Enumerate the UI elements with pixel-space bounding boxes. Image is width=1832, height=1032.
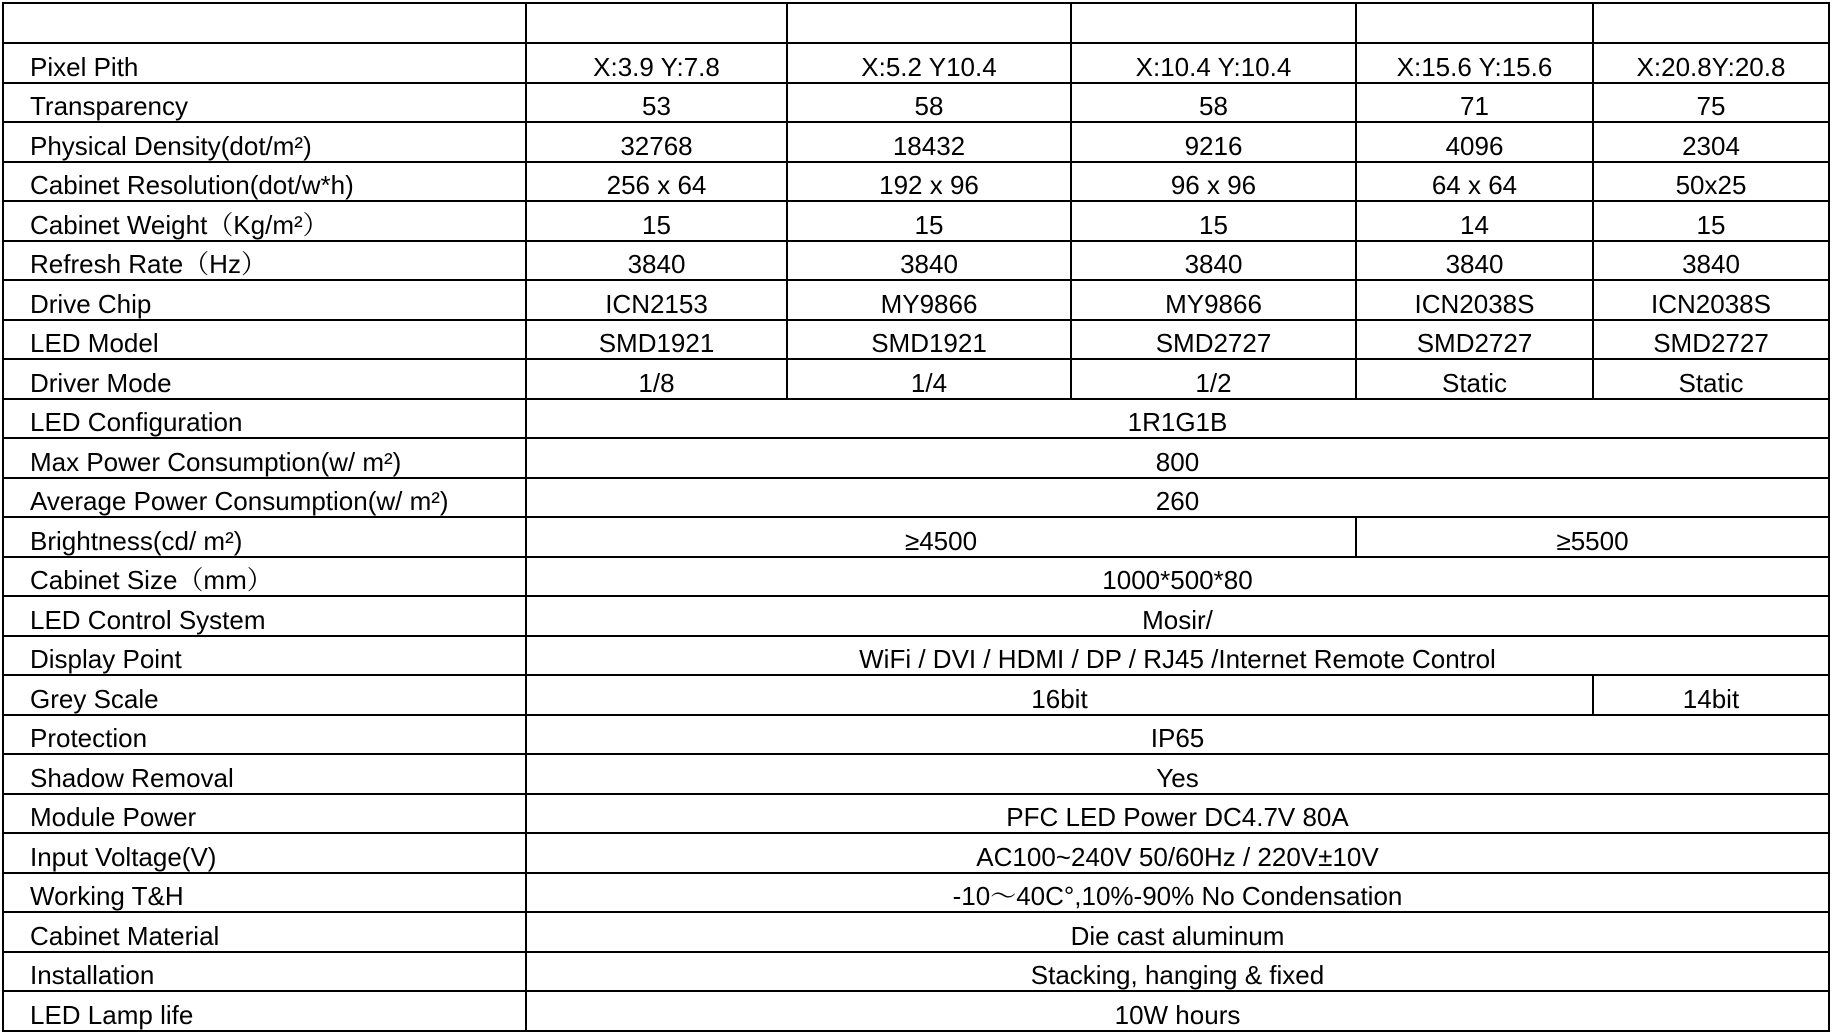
spec-value: 50x25	[1593, 162, 1829, 202]
spec-label: Brightness(cd/ m²)	[3, 517, 526, 557]
spec-row	[3, 478, 1829, 518]
spec-value: SMD2727	[1071, 320, 1356, 360]
spec-value: 1/4	[787, 359, 1071, 399]
spec-value: MY9866	[1071, 280, 1356, 320]
spec-row	[3, 399, 1829, 439]
spec-value: AC100~240V 50/60Hz / 220V±10V	[526, 833, 1829, 873]
spec-value: 3840	[787, 241, 1071, 281]
spec-table	[2, 2, 1830, 1032]
header-cell	[526, 3, 787, 43]
spec-label: Input Voltage(V)	[3, 833, 526, 873]
spec-value: SMD1921	[787, 320, 1071, 360]
spec-value: ICN2038S	[1356, 280, 1593, 320]
spec-row	[3, 438, 1829, 478]
spec-value: X:15.6 Y:15.6	[1356, 43, 1593, 83]
header-cell	[787, 3, 1071, 43]
spec-value: 1000*500*80	[526, 557, 1829, 597]
spec-label: Working T&H	[3, 873, 526, 913]
spec-row	[3, 557, 1829, 597]
spec-label: Cabinet Weight（Kg/m²）	[3, 201, 526, 241]
spec-label: Display Point	[3, 636, 526, 676]
spec-value: 256 x 64	[526, 162, 787, 202]
spec-label: Driver Mode	[3, 359, 526, 399]
spec-value: 32768	[526, 122, 787, 162]
spec-label: Cabinet Size（mm）	[3, 557, 526, 597]
spec-label: Shadow Removal	[3, 754, 526, 794]
spec-row	[3, 991, 1829, 1031]
spec-value: 15	[787, 201, 1071, 241]
spec-value: 15	[526, 201, 787, 241]
spec-value: 10W hours	[526, 991, 1829, 1031]
spec-row	[3, 517, 1829, 557]
spec-value: 9216	[1071, 122, 1356, 162]
spec-label: Grey Scale	[3, 675, 526, 715]
spec-row	[3, 794, 1829, 834]
spec-label: Physical Density(dot/m²)	[3, 122, 526, 162]
spec-value: 15	[1593, 201, 1829, 241]
spec-row	[3, 715, 1829, 755]
spec-row	[3, 241, 1829, 281]
spec-row	[3, 201, 1829, 241]
spec-label: LED Control System	[3, 596, 526, 636]
spec-value: PFC LED Power DC4.7V 80A	[526, 794, 1829, 834]
header-cell	[1356, 3, 1593, 43]
spec-value: X:3.9 Y:7.8	[526, 43, 787, 83]
spec-row	[3, 596, 1829, 636]
spec-value: SMD2727	[1356, 320, 1593, 360]
spec-value: 75	[1593, 83, 1829, 123]
spec-value: X:10.4 Y:10.4	[1071, 43, 1356, 83]
spec-row	[3, 952, 1829, 992]
spec-row	[3, 636, 1829, 676]
spec-label: LED Model	[3, 320, 526, 360]
spec-value: 15	[1071, 201, 1356, 241]
spec-value: 53	[526, 83, 787, 123]
spec-value: 3840	[1356, 241, 1593, 281]
spec-value: MY9866	[787, 280, 1071, 320]
spec-value: 3840	[526, 241, 787, 281]
spec-value: 1/8	[526, 359, 787, 399]
spec-value: ICN2153	[526, 280, 787, 320]
spec-value: Static	[1593, 359, 1829, 399]
spec-value: X:5.2 Y10.4	[787, 43, 1071, 83]
spec-row	[3, 359, 1829, 399]
spec-row	[3, 754, 1829, 794]
spec-row	[3, 280, 1829, 320]
spec-row	[3, 83, 1829, 123]
spec-label: Refresh Rate（Hz）	[3, 241, 526, 281]
spec-value: Yes	[526, 754, 1829, 794]
header-cell	[1593, 3, 1829, 43]
spec-label: Cabinet Resolution(dot/w*h)	[3, 162, 526, 202]
spec-value: 1/2	[1071, 359, 1356, 399]
spec-row	[3, 873, 1829, 913]
spec-label: Drive Chip	[3, 280, 526, 320]
spec-value: 260	[526, 478, 1829, 518]
spec-value: 16bit	[526, 675, 1593, 715]
spec-value: 18432	[787, 122, 1071, 162]
spec-label: Installation	[3, 952, 526, 992]
spec-value: 192 x 96	[787, 162, 1071, 202]
spec-value: -10～40C°,10%-90% No Condensation	[526, 873, 1829, 913]
spec-label: Transparency	[3, 83, 526, 123]
header-cell	[3, 3, 526, 43]
spec-label: Cabinet Material	[3, 912, 526, 952]
spec-value: SMD1921	[526, 320, 787, 360]
spec-value: WiFi / DVI / HDMI / DP / RJ45 /Internet Remote Control	[526, 636, 1829, 676]
spec-row	[3, 675, 1829, 715]
spec-row	[3, 320, 1829, 360]
spec-label: Protection	[3, 715, 526, 755]
spec-value: 4096	[1356, 122, 1593, 162]
spec-row	[3, 43, 1829, 83]
spec-row	[3, 122, 1829, 162]
spec-value: ≥4500	[526, 517, 1356, 557]
spec-value: 14bit	[1593, 675, 1829, 715]
spec-value: 14	[1356, 201, 1593, 241]
spec-label: Pixel Pith	[3, 43, 526, 83]
spec-value: 71	[1356, 83, 1593, 123]
spec-value: 2304	[1593, 122, 1829, 162]
spec-label: Max Power Consumption(w/ m²)	[3, 438, 526, 478]
spec-label: LED Lamp life	[3, 991, 526, 1031]
spec-value: 58	[1071, 83, 1356, 123]
spec-value: 64 x 64	[1356, 162, 1593, 202]
spec-row	[3, 162, 1829, 202]
spec-label: Module Power	[3, 794, 526, 834]
spec-value: ≥5500	[1356, 517, 1829, 557]
header-row	[3, 3, 1829, 43]
spec-value: ICN2038S	[1593, 280, 1829, 320]
header-cell	[1071, 3, 1356, 43]
spec-value: Stacking, hanging & fixed	[526, 952, 1829, 992]
spec-value: 800	[526, 438, 1829, 478]
spec-value: 96 x 96	[1071, 162, 1356, 202]
spec-value: Static	[1356, 359, 1593, 399]
spec-value: X:20.8Y:20.8	[1593, 43, 1829, 83]
spec-value: 3840	[1593, 241, 1829, 281]
spec-row	[3, 833, 1829, 873]
spec-table-body	[3, 3, 1829, 1031]
spec-label: Average Power Consumption(w/ m²)	[3, 478, 526, 518]
spec-row	[3, 912, 1829, 952]
spec-value: 58	[787, 83, 1071, 123]
spec-value: IP65	[526, 715, 1829, 755]
spec-value: Die cast aluminum	[526, 912, 1829, 952]
spec-value: Mosir/	[526, 596, 1829, 636]
spec-value: 1R1G1B	[526, 399, 1829, 439]
spec-value: 3840	[1071, 241, 1356, 281]
spec-value: SMD2727	[1593, 320, 1829, 360]
spec-label: LED Configuration	[3, 399, 526, 439]
